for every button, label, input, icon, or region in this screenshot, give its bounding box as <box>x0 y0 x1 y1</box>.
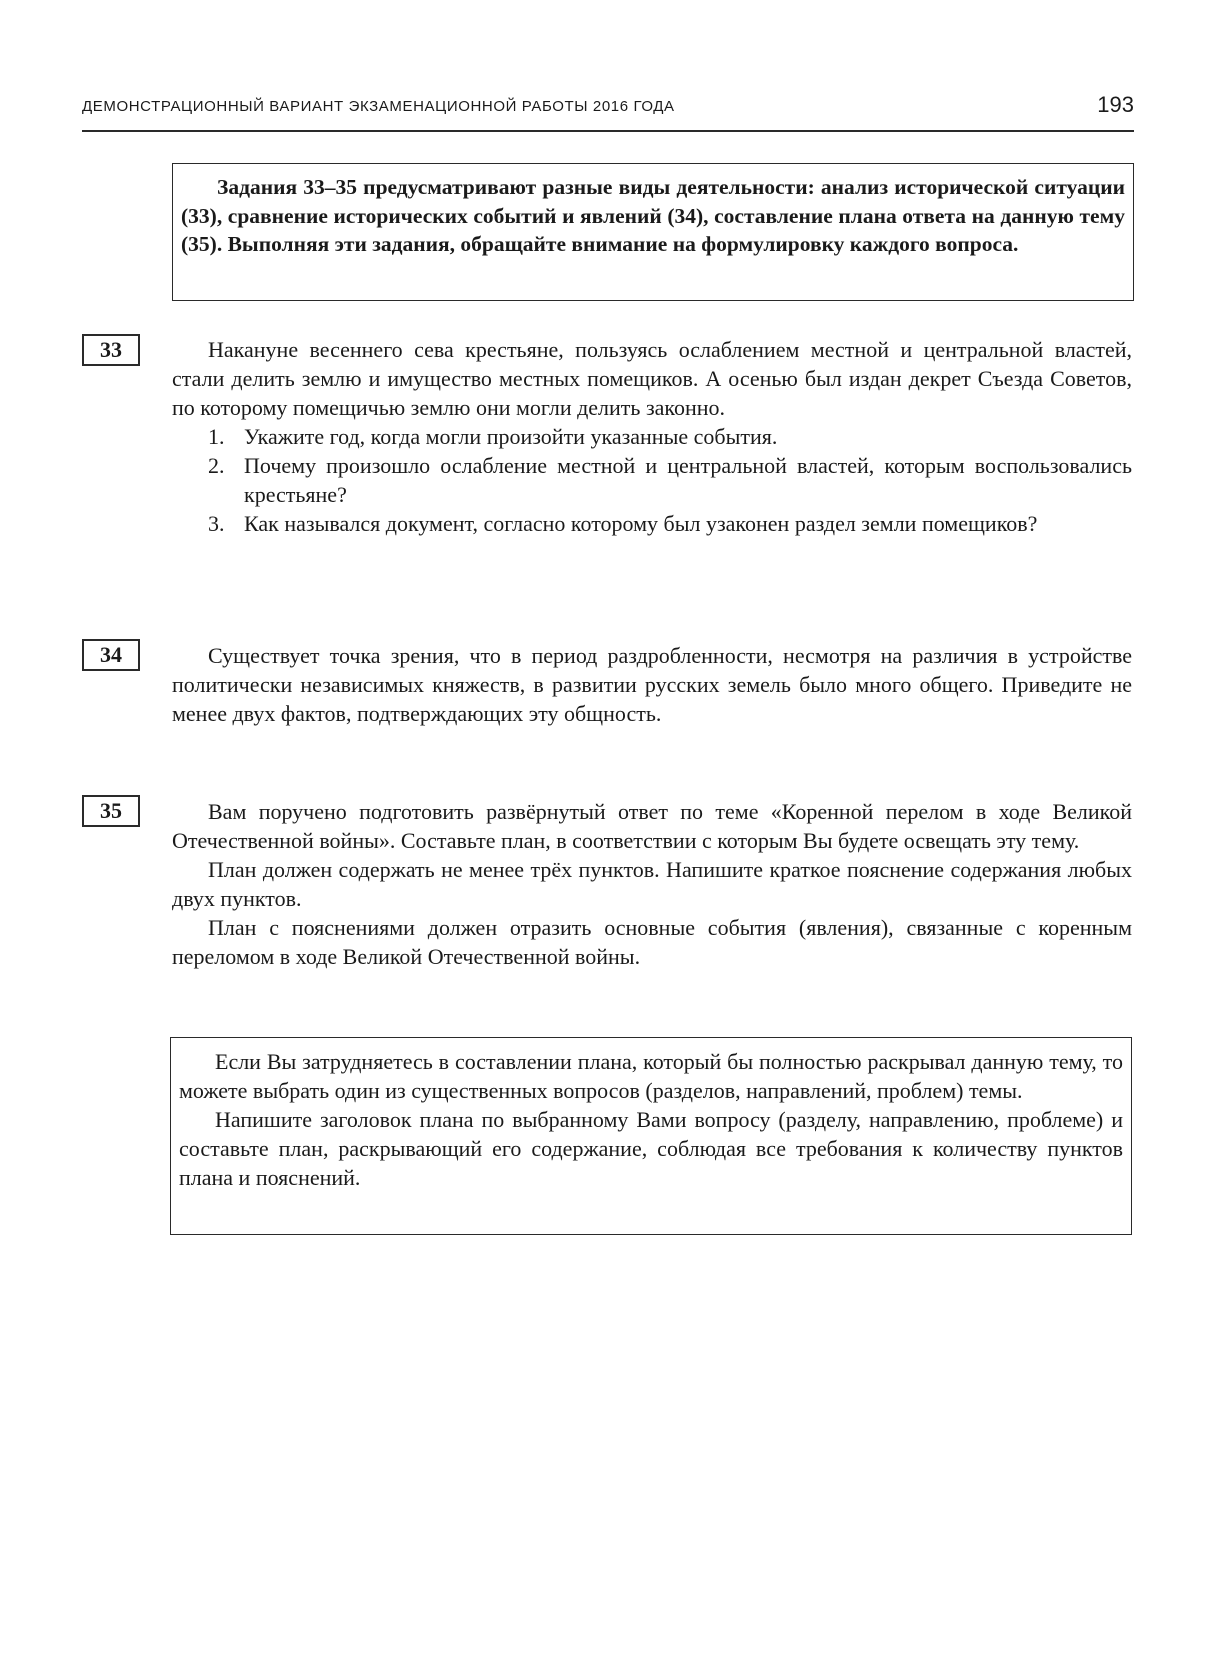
task-35-paragraph-3: План с пояснениями должен отразить основные события (явления), связанные с коренным переломом в ходе Великой Отечественной войны. <box>172 915 1132 969</box>
task-33-question-2 <box>172 451 1132 509</box>
task-33-number: 33 <box>82 334 140 366</box>
question-number: 3. <box>208 511 225 536</box>
task-33-question-1 <box>172 422 1132 451</box>
task-35-paragraph-2: План должен содержать не менее трёх пунктов. Напишите краткое пояснение содержания любых двух пунктов. <box>172 857 1132 911</box>
task-33-questions <box>172 422 1132 538</box>
question-number: 1. <box>208 424 225 449</box>
note-paragraph-2: Напишите заголовок плана по выбранному Вами вопросу (разделу, направлению, проблеме) и составьте план, раскрывающий его содержание, соблюдая все требования к количеству пунктов плана и пояснений. <box>179 1107 1123 1190</box>
page-number: 193 <box>1097 92 1134 117</box>
task-35-paragraph-1: Вам поручено подготовить развёрнутый ответ по теме «Коренной перелом в ходе Великой Отечественной войны». Составьте план, в соответствии с которым Вы будете освещать эту тему. <box>172 799 1132 853</box>
task-34-number: 34 <box>82 639 140 671</box>
task-33-question-3 <box>172 509 1132 538</box>
intro-text: Задания 33–35 предусматривают разные виды деятельности: анализ исторической ситуации (33), сравнение исторических событий и явлений (34), составление плана ответа на данную тему (35). Выполняя эти задания, обращайте внимание на формулировку каждого вопроса. <box>181 175 1125 256</box>
intro-box <box>172 163 1134 301</box>
question-text: Почему произошло ослабление местной и центральной властей, которым воспользовались крестьяне? <box>244 453 1132 507</box>
running-header <box>82 92 1134 132</box>
task-35 <box>172 797 1132 971</box>
note-box <box>170 1037 1132 1235</box>
task-34-text: Существует точка зрения, что в период раздробленности, несмотря на различия в устройстве политически независимых княжеств, в развитии русских земель было много общего. Приведите не менее двух фактов, подтверждающих эту общность. <box>172 643 1132 726</box>
task-35-number: 35 <box>82 795 140 827</box>
task-34 <box>172 641 1132 728</box>
task-33 <box>172 335 1132 538</box>
question-text: Укажите год, когда могли произойти указанные события. <box>244 424 778 449</box>
header-title: ДЕМОНСТРАЦИОННЫЙ ВАРИАНТ ЭКЗАМЕНАЦИОННОЙ РАБОТЫ 2016 ГОДА <box>82 98 675 115</box>
question-number: 2. <box>208 453 225 478</box>
question-text: Как назывался документ, согласно которому был узаконен раздел земли помещиков? <box>244 511 1038 536</box>
note-paragraph-1: Если Вы затрудняетесь в составлении плана, который бы полностью раскрывал данную тему, то можете выбрать один из существенных вопросов (разделов, направлений, проблем) темы. <box>179 1049 1123 1103</box>
task-33-text: Накануне весеннего сева крестьяне, пользуясь ослаблением местной и центральной властей, стали делить землю и имущество местных помещиков. А осенью был издан декрет Съезда Советов, по которому помещичью землю они могли делить законно. <box>172 337 1132 420</box>
